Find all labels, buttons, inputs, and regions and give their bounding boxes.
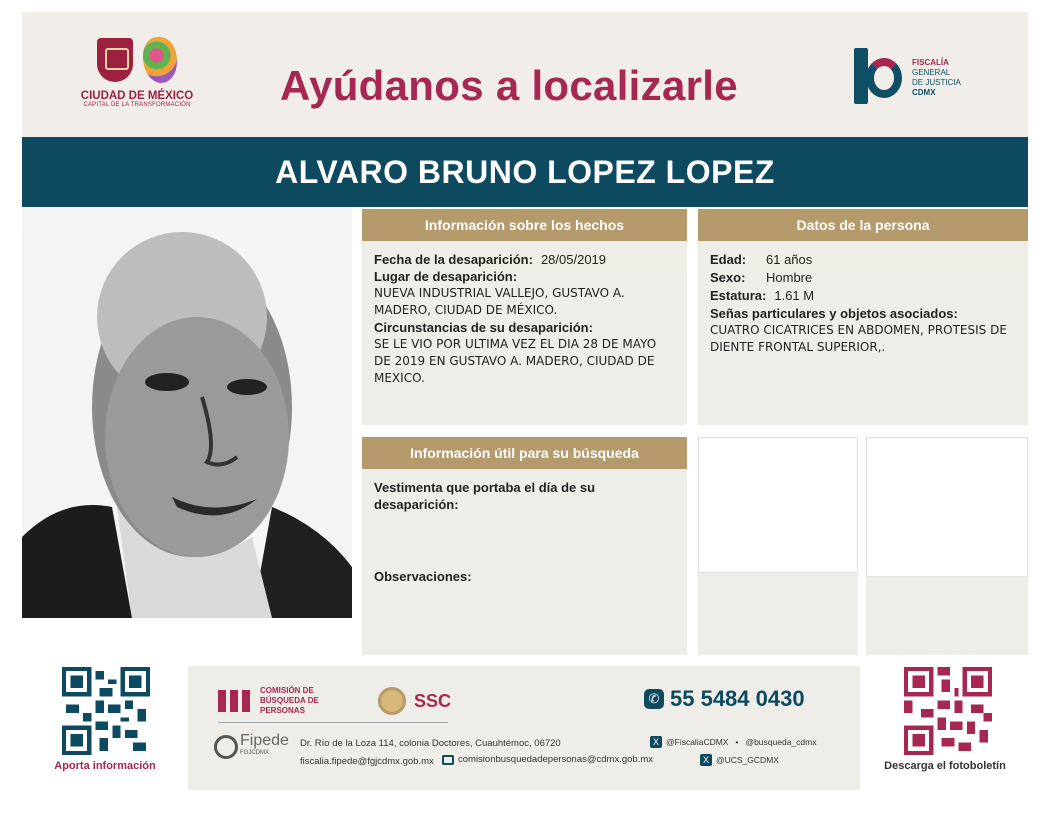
fipede-label: Fipede [240,732,289,749]
sexo-value: Hombre [766,270,813,285]
circunstancias-label: Circunstancias de su desaparición: [374,320,593,335]
fecha-value: 28/05/2019 [540,252,607,267]
x-social-icon-2: X [700,754,712,766]
fecha-label: Fecha de la desaparición: [374,252,533,267]
x-social-icon: X [650,736,662,748]
hechos-panel [362,209,687,425]
social-fiscalia[interactable]: @FiscaliaCDMX [666,737,729,747]
email-comision[interactable]: comisionbusquedadepersonas@cdmx.gob.mx [458,754,654,765]
senas-label: Señas particulares y objetos asociados: [710,306,958,321]
util-title: Información útil para su búsqueda [362,437,687,469]
page-title: Ayúdanos a localizarle [280,62,738,109]
extra-photo-2 [866,437,1028,577]
cdmx-shield-icon [97,38,133,82]
comision-icon [218,690,252,712]
header-banner [22,12,1028,137]
hechos-title: Información sobre los hechos [362,209,687,241]
qr-left-caption: Aporta información [54,760,156,772]
extra-photo-slot-2 [866,437,1028,655]
vestimenta-label: Vestimenta que portaba el día de su desaparición: [374,480,596,512]
ssc-emblem-icon [378,687,406,715]
fipede-sub: FGJCDMX [240,750,269,756]
cdmx-logo [77,34,197,108]
lugar-value: NUEVA INDUSTRIAL VALLEJO, GUSTAVO A. MADERO, CIUDAD DE MÉXICO. [374,286,625,317]
phone-icon: ✆ [644,689,664,709]
footer-divider [218,722,448,723]
email-icon [442,755,454,765]
person-photo [22,207,352,618]
fgj-logo [854,48,961,108]
lugar-label: Lugar de desaparición: [374,269,518,284]
email-fipede[interactable]: fiscalia.fipede@fgjcdmx.gob.mx [300,756,434,767]
extra-photo-slot-1 [698,437,858,655]
senas-value: CUATRO CICATRICES EN ABDOMEN, PROTESIS DE DIENTE FRONTAL SUPERIOR,. [710,323,1007,354]
fgj-line1: FISCALÍA [912,58,949,67]
util-panel [362,437,687,655]
comision-label: COMISIÓN DE BÚSQUEDA DE PERSONAS [260,686,319,715]
circunstancias-value: SE LE VIO POR ULTIMA VEZ EL DIA 28 DE MAYO DE 2019 EN GUSTAVO A. MADERO, CIUDAD DE MEXICO. [374,337,657,385]
qr-descarga-fotoboletin[interactable] [904,667,992,755]
sexo-label: Sexo: [710,270,746,285]
fipede-icon [214,735,238,759]
social-busqueda[interactable]: @busqueda_cdmx [745,737,817,747]
edad-label: Edad: [710,252,747,267]
qr-aporta-informacion[interactable] [62,667,150,755]
fgj-mark-icon [854,48,904,108]
observaciones-label: Observaciones: [374,569,472,584]
fgj-line4: CDMX [912,88,936,97]
cdmx-subtitle: CAPITAL DE LA TRANSFORMACIÓN [83,102,191,108]
phone-number[interactable]: 55 5484 0430 [670,686,805,711]
estatura-label: Estatura: [710,288,767,303]
person-name: ALVARO BRUNO LOPEZ LOPEZ [22,137,1028,207]
cdmx-name: CIUDAD DE MÉXICO [80,90,194,102]
cdmx-map-icon [143,37,177,83]
qr-right-caption: Descarga el fotoboletín [884,760,1006,772]
ssc-label: SSC [414,690,452,711]
footer-contact: COMISIÓN DE BÚSQUEDA DE PERSONAS SSC ✆ 55 5484 0430 Fipede FGJCDMX Dr. Río de la Loza 114, colonia Doctores, Cuauhtémoc, 06720 fiscalia.fipede@fgjcdmx.gob.mx comisionbusquedadepersonas@cdmx.gob.mx X @FiscaliaCDMX • @busqueda_cdmx X @UCS_GCDMX [188,666,860,790]
persona-panel [698,209,1028,425]
edad-value: 61 años [766,252,813,267]
persona-title: Datos de la persona [698,209,1028,241]
fgj-line2: GENERAL [912,68,951,77]
estatura-value: 1.61 M [774,288,815,303]
address: Dr. Río de la Loza 114, colonia Doctores, Cuauhtémoc, 06720 [300,738,561,749]
extra-photo-1 [698,437,858,573]
fgj-line3: DE JUSTICIA [912,78,961,87]
social-ucs[interactable]: @UCS_GCDMX [716,755,779,765]
